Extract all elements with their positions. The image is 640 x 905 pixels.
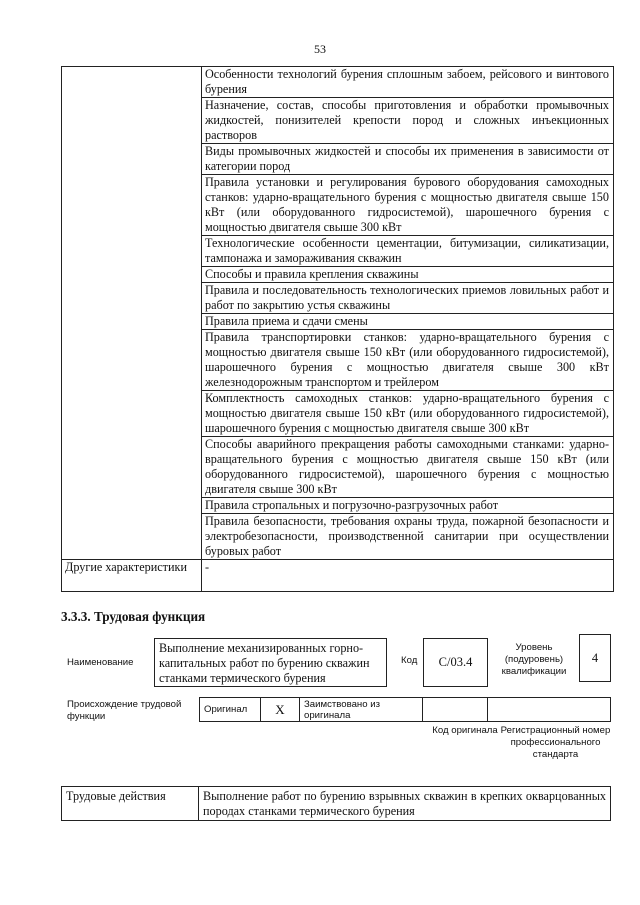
page-number: 53 (314, 42, 326, 56)
other-characteristics-value: - (202, 560, 614, 592)
actions-label: Трудовые действия (62, 787, 199, 821)
reg-number-cell (488, 698, 611, 722)
table-row (62, 67, 614, 98)
table-row (62, 560, 614, 592)
table-cell: Правила установки и регулирования бурового оборудования самоходных станков: ударно-вращательного бурения с мощностью двигателя свыше 150 кВт (или оборудованного гидросистемой), шарошечного бурения с мощностью двигателя свыше 300 кВт (202, 175, 614, 236)
section-title: 3.3.3. Трудовая функция (61, 609, 206, 624)
table-cell: Правила транспортировки станков: ударно-вращательного бурения с мощностью двигателя свыше 150 кВт (или оборудованного гидросистемой), шарошечного бурения с мощностью двигателя свыше 300 кВт железнодорожным транспортом и трейлером (202, 330, 614, 391)
actions-table (61, 786, 611, 821)
code-value-box: С/03.4 (423, 638, 488, 687)
table-cell: Виды промывочных жидкостей и способы их применения в зависимости от категории пород (202, 144, 614, 175)
code-original-cell (423, 698, 488, 722)
table-cell: Правила стропальных и погрузочно-разгрузочных работ (202, 498, 614, 514)
table-cell: Правила приема и сдачи смены (202, 314, 614, 330)
table-row (200, 698, 611, 722)
knowledge-table (61, 66, 614, 592)
level-value-box: 4 (579, 634, 611, 682)
level-label: Уровень (подуровень) квалификации (501, 642, 567, 677)
code-label: Код (401, 655, 418, 666)
origin-table (199, 697, 611, 722)
table-cell: Способы аварийного прекращения работы самоходными станками: ударно-вращательного бурения с мощностью двигателя свыше 150 кВт (или оборудованного гидросистемой), шарошечного бурения с мощностью двигателя свыше 300 кВт (202, 437, 614, 498)
table-cell: Способы и правила крепления скважины (202, 267, 614, 283)
borrowed-label: Заимствовано из оригинала (300, 698, 423, 722)
original-label: Оригинал (200, 698, 261, 722)
actions-value: Выполнение работ по бурению взрывных скважин в крепких окварцованных породах станками термического бурения (199, 787, 611, 821)
table-cell: Технологические особенности цементации, битумизации, силикатизации, тампонажа и замораживания скважин (202, 236, 614, 267)
table-row (62, 787, 611, 821)
table-cell: Комплектность самоходных станков: ударно-вращательного бурения с мощностью двигателя свыше 150 кВт (или оборудованного гидросистемой), шарошечного бурения с мощностью двигателя свыше 300 кВт (202, 391, 614, 437)
table-cell: Правила безопасности, требования охраны труда, пожарной безопасности и электробезопасности, производственной санитарии при осуществлении буровых работ (202, 514, 614, 560)
table-cell: Особенности технологий бурения сплошным забоем, рейсового и винтового бурения (202, 67, 614, 98)
table-cell: Правила и последовательность технологических приемов ловильных работ и работ по закрытию устья скважины (202, 283, 614, 314)
other-characteristics-label: Другие характеристики (62, 560, 202, 592)
function-name-box: Выполнение механизированных горно-капитальных работ по бурению скважин станками термического бурения (154, 638, 387, 687)
name-label: Наименование (67, 657, 134, 668)
table-cell: Назначение, состав, способы приготовления и обработки промывочных жидкостей, понизителей крепости пород и сложных инъекционных растворов (202, 98, 614, 144)
table-label-cell (62, 67, 202, 560)
code-original-label: Код оригинала (432, 725, 498, 736)
original-mark: X (261, 698, 300, 722)
reg-number-label: Регистрационный номер профессионального стандарта (500, 725, 611, 760)
origin-label: Происхождение трудовой функции (67, 699, 182, 722)
